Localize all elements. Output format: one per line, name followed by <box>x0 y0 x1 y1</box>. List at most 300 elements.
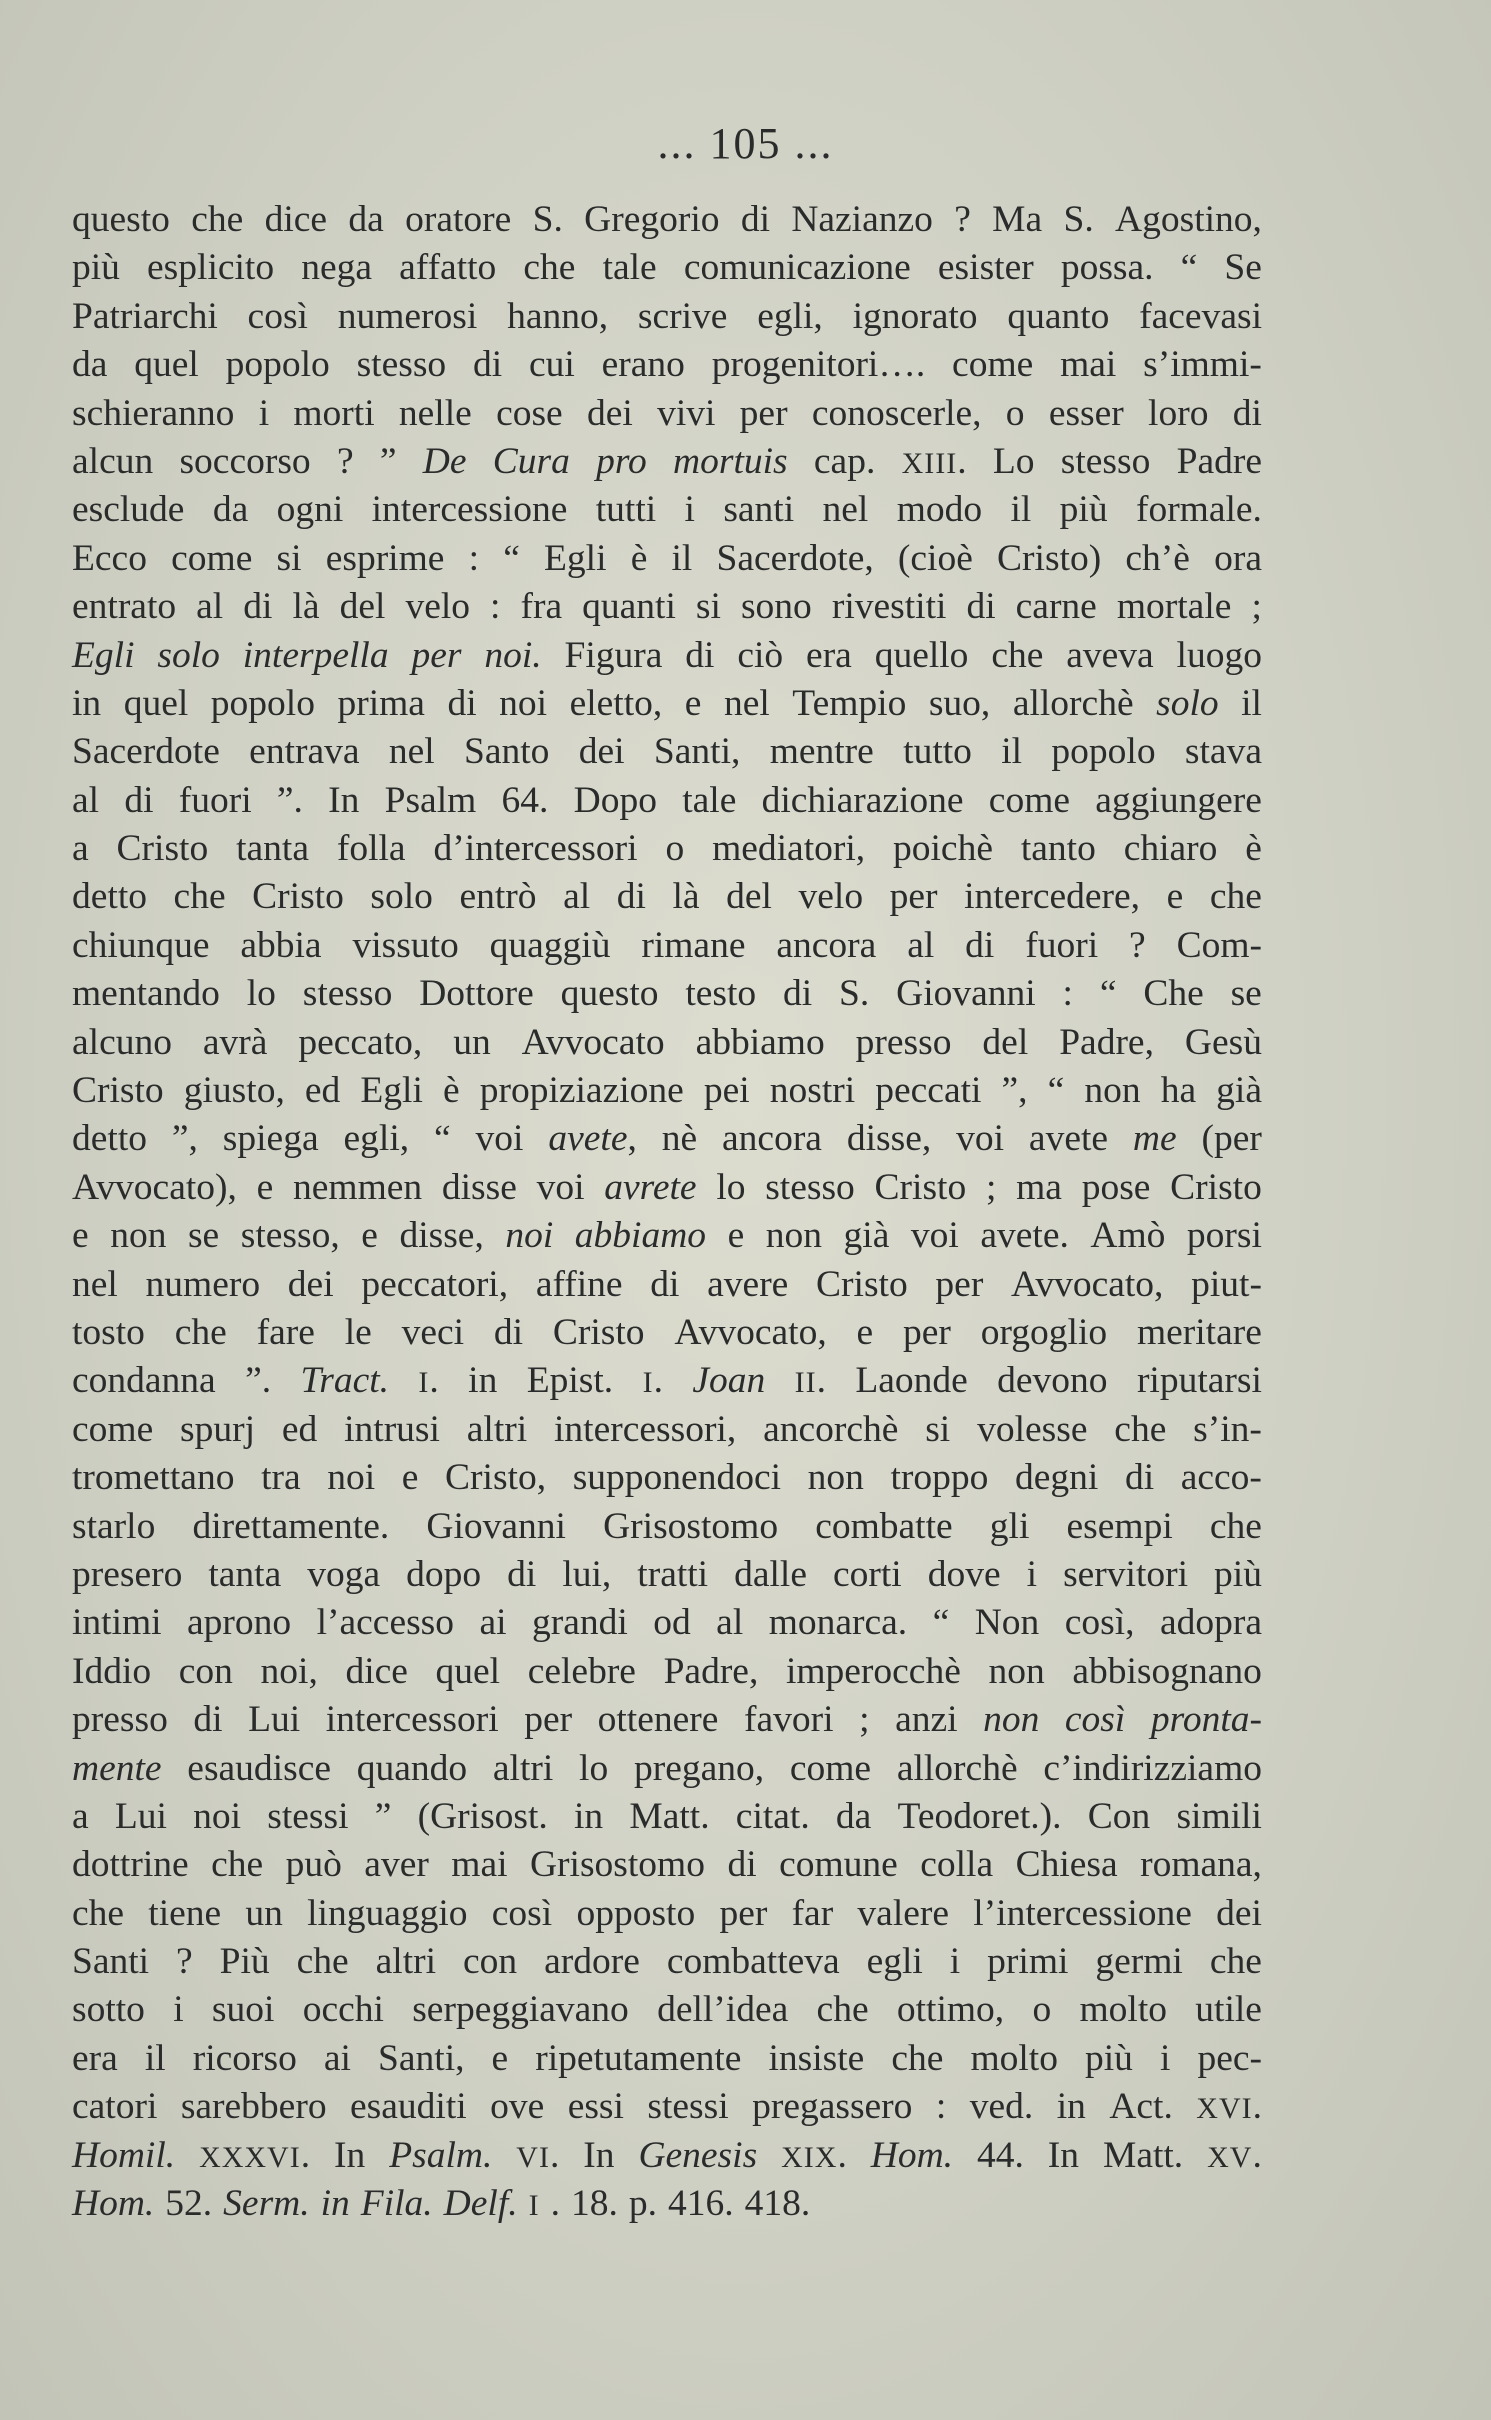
text: del <box>726 876 772 918</box>
text: starlo <box>72 1505 156 1547</box>
word <box>338 293 478 341</box>
word <box>712 341 926 389</box>
word <box>891 2035 943 2083</box>
text: lo <box>716 1166 746 1208</box>
word <box>1170 1164 1262 1212</box>
text: di <box>727 1844 757 1886</box>
text: ai <box>479 1602 507 1644</box>
word <box>1176 1793 1261 1841</box>
text: i <box>173 1989 184 2031</box>
text: avete <box>1028 1118 1109 1160</box>
text: Padre <box>1176 440 1262 482</box>
text: che <box>1209 876 1262 918</box>
word <box>769 1599 907 1647</box>
text: esister <box>937 247 1034 289</box>
word <box>496 390 563 438</box>
word <box>72 1986 145 2034</box>
word <box>277 535 302 583</box>
word <box>484 632 541 680</box>
word <box>72 970 220 1018</box>
word <box>1160 2035 1170 2083</box>
text: chiaro <box>1123 828 1218 870</box>
word <box>181 2083 327 2131</box>
text: tiene <box>148 1892 222 1934</box>
italic-text: Genesis <box>638 2134 758 2176</box>
word <box>436 1648 501 1696</box>
word <box>72 1599 162 1647</box>
text: colla <box>920 1844 994 1886</box>
text: suoi <box>211 1989 275 2031</box>
word <box>898 535 973 583</box>
word <box>72 438 153 486</box>
text: se <box>1230 973 1262 1015</box>
word <box>816 1261 908 1309</box>
text: là <box>292 586 320 628</box>
word <box>684 244 911 292</box>
word <box>1115 196 1262 244</box>
text-line <box>72 680 1262 728</box>
word <box>965 922 994 970</box>
text: i <box>258 392 270 434</box>
text-line <box>72 1406 1262 1454</box>
word <box>265 196 327 244</box>
text: intercessione <box>371 489 568 531</box>
word <box>582 583 676 631</box>
word <box>72 2180 165 2228</box>
text: e <box>684 682 702 724</box>
word <box>897 1745 1018 1793</box>
text: pec- <box>1197 2037 1262 2079</box>
text: . <box>816 1360 826 1402</box>
text: anzi <box>895 1699 958 1741</box>
text: Se <box>1224 247 1262 289</box>
word <box>72 244 120 292</box>
text-line <box>72 777 1262 825</box>
word <box>685 970 756 1018</box>
text: mai <box>451 1844 508 1886</box>
word <box>1067 1503 1173 1551</box>
text: Com- <box>1176 924 1262 966</box>
text: popolo <box>225 344 330 386</box>
text: pregassero <box>752 2086 913 2128</box>
word <box>637 1551 708 1599</box>
text-line <box>72 1599 1262 1647</box>
word <box>117 825 209 873</box>
word <box>522 1019 665 1067</box>
text-line <box>72 1019 1262 1067</box>
text: morti <box>293 392 375 434</box>
word <box>734 1551 807 1599</box>
word <box>361 1212 378 1260</box>
text: detto <box>72 1118 147 1160</box>
text: che <box>1209 1505 1262 1547</box>
word <box>445 1454 546 1502</box>
word <box>992 196 1042 244</box>
word <box>966 583 995 631</box>
word <box>110 1212 166 1260</box>
word <box>459 873 536 921</box>
word <box>1095 777 1262 825</box>
text-line <box>72 535 1262 583</box>
word <box>685 632 714 680</box>
word <box>657 1986 788 2034</box>
word <box>716 1599 743 1647</box>
text: stesso, <box>240 1215 340 1257</box>
text: Sacerdote, <box>716 537 874 579</box>
word <box>653 1599 691 1647</box>
italic-text: me <box>1132 1118 1177 1160</box>
text: quaggiù <box>489 924 611 966</box>
text: favori <box>743 1699 834 1741</box>
word <box>634 1745 764 1793</box>
word <box>507 1551 536 1599</box>
text: entrò <box>459 876 537 918</box>
text-line <box>72 2083 1262 2131</box>
text: come <box>988 779 1071 821</box>
text: e <box>72 1215 89 1257</box>
text: di <box>507 1553 537 1595</box>
roman-numeral: I <box>528 2189 540 2223</box>
text: orgoglio <box>980 1311 1108 1353</box>
word <box>596 438 647 486</box>
word <box>982 1019 1028 1067</box>
word <box>736 1793 810 1841</box>
text: combatteva <box>666 1941 840 1983</box>
word <box>1100 970 1117 1018</box>
word <box>1059 1019 1154 1067</box>
text: . <box>429 1360 439 1402</box>
word <box>502 777 549 825</box>
text: insiste <box>768 2037 865 2079</box>
word <box>463 1938 517 1986</box>
text: del <box>339 586 386 628</box>
word <box>490 922 611 970</box>
word <box>1210 1938 1262 1986</box>
word <box>895 1696 957 1744</box>
word <box>548 1115 636 1163</box>
text: fra <box>520 586 563 628</box>
italic-text: solo <box>157 634 220 676</box>
word <box>1117 583 1232 631</box>
word <box>418 1793 548 1841</box>
text: pei <box>703 1070 750 1112</box>
italic-text: Cura <box>492 440 570 482</box>
text: popolo <box>210 682 315 724</box>
word <box>370 873 433 921</box>
text: per <box>719 1892 768 1934</box>
word <box>1241 680 1262 728</box>
word <box>893 825 993 873</box>
text-line <box>72 486 1262 534</box>
word <box>1048 2132 1079 2180</box>
word <box>1060 486 1108 534</box>
text: più <box>1085 2037 1133 2079</box>
text: erano <box>601 344 685 386</box>
text: ripetutamente <box>535 2037 742 2079</box>
text: a <box>72 1795 89 1837</box>
word <box>970 2083 1034 2131</box>
text: era <box>72 2037 118 2079</box>
word <box>553 1309 645 1357</box>
text: fuori <box>178 779 252 821</box>
word <box>1181 1454 1262 1502</box>
word <box>672 873 699 921</box>
text: già <box>843 1215 890 1257</box>
word <box>282 1406 317 1454</box>
text: germi <box>1095 1941 1183 1983</box>
word <box>1043 1745 1262 1793</box>
text: dalle <box>734 1553 807 1595</box>
word <box>1210 873 1262 921</box>
text: così <box>491 1892 553 1934</box>
word <box>72 777 99 825</box>
text: citat. <box>735 1795 810 1837</box>
text: al <box>907 924 935 966</box>
text: il <box>144 2037 166 2079</box>
word <box>1088 1793 1151 1841</box>
word <box>72 583 176 631</box>
word <box>1140 1841 1262 1889</box>
text: come <box>171 537 253 579</box>
text: Ma <box>992 199 1043 240</box>
text: Cristo) <box>997 537 1102 579</box>
text: Più <box>219 1941 270 1983</box>
text: ricorso <box>192 2037 297 2079</box>
word <box>856 1019 952 1067</box>
text-line <box>72 1164 1262 1212</box>
word <box>423 438 467 486</box>
word <box>638 293 728 341</box>
text: per <box>739 392 788 434</box>
text: di <box>493 1311 524 1353</box>
word <box>301 244 372 292</box>
text-line <box>72 1648 1262 1696</box>
word <box>72 486 184 534</box>
text: di <box>966 586 996 628</box>
text: un <box>453 1021 491 1063</box>
text: abbiamo <box>695 1021 825 1063</box>
text: i <box>1159 2037 1171 2079</box>
word <box>529 341 575 389</box>
word <box>193 2035 297 2083</box>
text: l’accesso <box>316 1602 455 1644</box>
text: In <box>334 2134 366 2176</box>
text: valere <box>857 1892 950 1934</box>
word <box>1161 1067 1196 1115</box>
roman-numeral: VI <box>516 2140 550 2174</box>
word <box>243 632 389 680</box>
text: tale <box>602 247 657 289</box>
word <box>1251 583 1261 631</box>
word <box>1177 922 1262 970</box>
word <box>243 583 272 631</box>
word <box>357 341 447 389</box>
word <box>977 2132 1024 2180</box>
text: fuori <box>1025 924 1099 966</box>
word <box>674 1309 826 1357</box>
word <box>490 583 500 631</box>
word <box>72 1357 216 1405</box>
text-line <box>72 1454 1262 1502</box>
text: ardore <box>544 1941 640 1983</box>
word <box>1133 1115 1177 1163</box>
word <box>340 583 386 631</box>
word <box>1216 1067 1262 1115</box>
text: stesso <box>1060 440 1151 482</box>
text: numerosi <box>337 295 478 337</box>
word <box>1109 2083 1173 2131</box>
text: stesso <box>302 973 393 1015</box>
text: ”, <box>171 1118 198 1160</box>
word <box>768 2035 864 2083</box>
text: Psalm <box>384 779 477 821</box>
text-line <box>72 390 1262 438</box>
text: che <box>991 634 1044 676</box>
text-line <box>72 1841 1262 1889</box>
text: alcuno <box>72 1021 172 1063</box>
word <box>933 1599 950 1647</box>
word <box>579 1745 608 1793</box>
text: dice <box>345 1650 408 1692</box>
word <box>938 244 1034 292</box>
text: Agostino, <box>1115 199 1262 240</box>
word <box>223 1115 319 1163</box>
word <box>1006 390 1025 438</box>
text: 64. <box>501 779 549 821</box>
word <box>248 1696 300 1744</box>
text: degni <box>1015 1457 1099 1499</box>
word <box>419 970 534 1018</box>
word <box>321 2180 361 2228</box>
text: sarebbero <box>180 2086 327 2128</box>
text: Con <box>1087 1795 1151 1837</box>
word <box>490 2083 544 2131</box>
word <box>647 2083 728 2131</box>
word <box>480 1067 684 1115</box>
word <box>337 825 406 873</box>
text: p. <box>628 2183 657 2225</box>
text: con <box>462 1941 518 1983</box>
word <box>1061 244 1154 292</box>
word <box>376 1938 436 1986</box>
text: tratti <box>637 1553 709 1595</box>
word <box>203 1019 268 1067</box>
text: del <box>982 1021 1029 1063</box>
text: più <box>1059 489 1108 531</box>
text-line <box>72 1309 1262 1357</box>
text: s’in- <box>1193 1408 1262 1450</box>
word <box>544 1938 640 1986</box>
word <box>716 1164 745 1212</box>
word <box>261 1648 318 1696</box>
text: che <box>1114 1408 1167 1450</box>
text: tromettano <box>72 1457 235 1499</box>
word <box>307 1551 380 1599</box>
word <box>987 1938 1068 1986</box>
word <box>442 1164 517 1212</box>
word <box>584 196 719 244</box>
word <box>1016 1841 1118 1889</box>
word <box>180 1406 255 1454</box>
word <box>530 1841 705 1889</box>
text: può <box>285 1844 342 1886</box>
word <box>662 1115 697 1163</box>
text: quando <box>356 1747 468 1789</box>
text: Teodoret.). <box>897 1795 1062 1837</box>
text: serpeggiavano <box>412 1989 629 2031</box>
word <box>975 1599 1040 1647</box>
text: esser <box>1048 392 1124 434</box>
text: che <box>816 1989 869 2031</box>
italic-text: Psalm. <box>389 2134 493 2176</box>
text: come <box>72 1408 154 1450</box>
word <box>317 1599 454 1647</box>
word <box>245 1357 271 1405</box>
text: Grisostomo <box>603 1505 779 1547</box>
word <box>587 390 633 438</box>
text: 18. <box>571 2183 618 2225</box>
word <box>406 1551 481 1599</box>
text: combatte <box>815 1505 953 1547</box>
word <box>815 1503 952 1551</box>
text: suo, <box>928 682 991 724</box>
text: mai <box>1060 344 1117 386</box>
text: che <box>72 1892 125 1934</box>
word <box>990 1503 1030 1551</box>
word <box>337 680 424 728</box>
word <box>72 1841 189 1889</box>
text: egli <box>866 1941 923 1983</box>
roman-numeral: I <box>418 1366 430 1400</box>
text: troppo <box>890 1457 989 1499</box>
text: esprime <box>325 537 445 579</box>
text-line <box>72 1696 1262 1744</box>
text: intimi <box>72 1602 162 1644</box>
word <box>145 2035 166 2083</box>
text: intercedere, <box>964 876 1141 918</box>
word <box>211 680 315 728</box>
word <box>1029 1115 1108 1163</box>
text: peccati <box>875 1070 982 1112</box>
word <box>1125 1454 1154 1502</box>
text: ; <box>1251 586 1262 628</box>
word <box>657 390 715 438</box>
text: dei <box>578 731 625 773</box>
word <box>249 728 359 776</box>
text-line <box>72 1067 1262 1115</box>
text: Avvocato), <box>72 1166 237 1208</box>
word <box>1139 293 1262 341</box>
text: 418. <box>744 2183 811 2225</box>
word <box>897 1986 1004 2034</box>
word <box>213 486 248 534</box>
word <box>72 1745 162 1793</box>
word <box>867 1938 923 1986</box>
word <box>211 1841 263 1889</box>
word <box>479 1599 506 1647</box>
text: era <box>806 634 852 676</box>
text: egli, <box>343 1118 410 1160</box>
text: S. <box>532 199 563 240</box>
word <box>1080 1986 1168 2034</box>
word <box>293 1164 422 1212</box>
text: ; <box>859 1699 870 1741</box>
text: essi <box>567 2086 624 2128</box>
text: avrà <box>202 1021 268 1063</box>
text: Sacerdote <box>72 731 220 773</box>
text: poichè <box>893 828 993 870</box>
text: voga <box>307 1553 381 1595</box>
